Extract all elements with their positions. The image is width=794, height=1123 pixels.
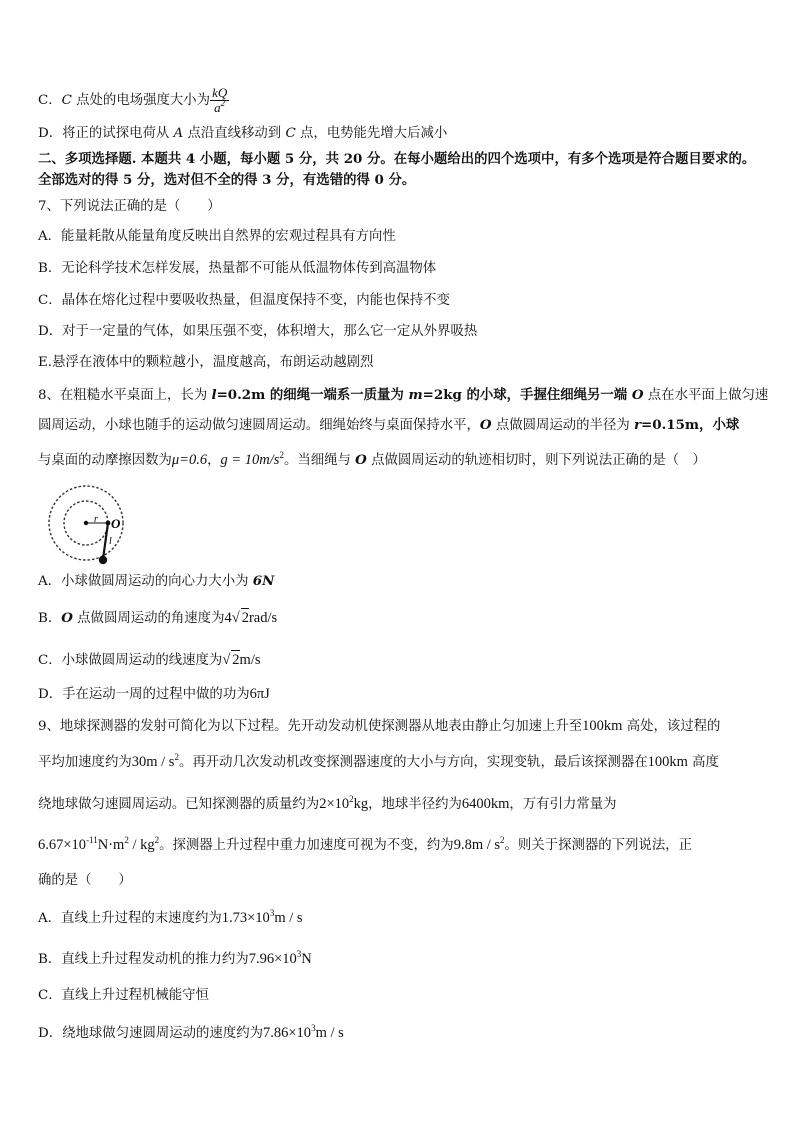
var-l: l [211,387,217,403]
q9-stem-line1 [38,717,720,736]
stem-text: 点做圆周运动的半径为 [491,418,634,433]
stem-text: 点在水平面上做匀速 [643,388,769,403]
work-value: 6πJ [249,686,270,702]
q8-stem-line2 [38,416,739,435]
option-text: 点沿直线移动到 [183,126,286,141]
stem-text: =0.15m，小球 [641,417,740,433]
section-heading-line1: 二、多项选择题. 本题共 4 小题，每小题 5 分，共 20 分。在每小题给出的四个选项中，有多个选项是符合题目要求的。 [38,151,756,167]
circular-motion-diagram [42,480,134,572]
unit: N·m [97,837,125,853]
fraction-numerator: kQ [212,85,228,100]
q8-stem-line3 [38,451,706,470]
stem-text: 。则关于探测器的下列说法，正 [504,838,692,853]
ball [99,556,107,564]
acceleration-value [132,754,179,770]
string-line [103,523,108,559]
q7-option-e: E.悬浮在液体中的颗粒越小，温度越高，布朗运动越剧烈 [38,355,374,370]
stem-text: =0.2m 的细绳一端系一质量为 [216,387,409,403]
gravity-value [221,452,284,468]
option-text: D．手在运动一周的过程中做的功为 [38,687,250,702]
gravity-value [454,837,505,853]
exponent: 3 [311,1023,316,1033]
q7-option-c: C．晶体在熔化过程中要吸收热量，但温度保持不变，内能也保持不变 [38,293,450,308]
unit: rad/s [248,610,278,626]
exponent: 2 [349,794,354,804]
gravitational-constant [38,837,159,853]
unit: kg [353,796,369,812]
unit: m/s [239,652,261,668]
exponent: 2 [220,98,226,108]
option-d-prev [38,125,447,143]
q9-option-d [38,1024,344,1043]
option-label: C． [38,93,62,108]
q9-option-b [38,950,312,969]
mass-value [319,796,368,812]
angular-velocity-value: 4√ 2rad/s [224,610,278,626]
exponent: 2 [174,752,179,762]
fraction-den-base: a [214,100,221,115]
var-r: r [633,417,642,433]
stem-text: 绕地球做匀速圆周运动。已知探测器的质量约为 [38,797,320,812]
label-o: O [111,516,121,531]
var-o: O [479,417,492,433]
radicand: 2 [232,652,240,668]
exponent: 3 [269,908,275,918]
section-heading-line2: 全部选对的得 5 分，选对但不全的得 3 分，有选错的得 0 分。 [38,172,416,188]
label-r: r [94,514,98,525]
radicand: 2 [241,610,249,626]
value-text: 1.73×10 [221,910,270,926]
value-text: 7.96×10 [248,951,297,967]
option-text: B．直线上升过程发动机的推力约为 [38,952,249,967]
q9-stem-line4 [38,836,692,855]
q8-option-d [38,685,270,704]
stem-text: 8、在粗糙水平桌面上，长为 [38,388,212,403]
mass-text: 2×10 [319,796,350,812]
unit: / kg [128,837,155,853]
q8-option-c [38,650,261,670]
point-label: A [173,126,184,141]
label-l: l [109,536,112,547]
q7-stem: 7、下列说法正确的是（ ） [38,199,221,214]
q9-stem-line2 [38,753,719,772]
q9-stem-line5: 确的是（ ） [38,873,132,888]
thrust-value [249,951,312,967]
friction-coefficient: μ=0.6 [171,452,208,468]
q8-option-a [38,572,274,591]
var-o: O [61,610,73,626]
option-c-prev [38,86,229,115]
point-label: C [61,93,72,108]
exponent: 2 [279,450,284,460]
stem-text: 。探测器上升过程中重力加速度可视为不变，约为 [159,838,454,853]
coefficient: 4 [224,610,232,626]
exponent: 2 [500,835,505,845]
unit: N [301,951,312,967]
q7-option-a: A．能量耗散从能量角度反映出自然界的宏观过程具有方向性 [38,229,396,244]
stem-text: 9、地球探测器的发射可简化为以下过程。先开动发动机使探测器从地表由静止匀加速上升至 [38,719,583,734]
fraction-denominator [210,98,229,115]
stem-text: ，地球半径约为 [368,797,462,812]
option-text: C．小球做圆周运动的线速度为 [38,653,223,668]
option-label: B． [38,611,62,626]
point-label: C [285,126,296,141]
stem-text: 与桌面的动摩擦因数为 [38,453,172,468]
height-value: 100km [582,718,623,734]
stem-text: ，万有引力常量为 [509,797,617,812]
separator: ， [207,453,221,468]
q9-stem-line3 [38,795,617,814]
option-text: 点，电势能先增大后减小 [295,126,448,141]
stem-text: 高处，该过程的 [622,719,721,734]
stem-text: 高度 [687,755,719,770]
stem-text: 圆周运动，小球也随手的运动做匀速圆周运动。细绳始终与桌面保持水平， [38,418,480,433]
option-text: A．直线上升过程的末速度约为 [38,911,222,926]
var-m: m [408,387,423,403]
stem-text: 。当细绳与 [283,453,356,468]
var-o: O [355,452,367,468]
velocity-value [222,910,303,926]
q8-stem-line1 [38,386,768,405]
option-text: D．绕地球做匀速圆周运动的速度约为 [38,1026,263,1041]
radius-value: 6400km [461,796,510,812]
unit: m / s [274,910,303,926]
option-value: 6N [252,573,275,589]
exponent: -11 [86,835,98,845]
exponent: 2 [154,835,160,845]
orbit-velocity-value [263,1025,344,1041]
q9-option-a [38,909,303,928]
option-text: 点做圆周运动的角速度为 [72,611,225,626]
fraction [210,86,229,115]
stem-text: =2kg 的小球，手握住细绳另一端 [422,387,632,403]
option-text: A．小球做圆周运动的向心力大小为 [38,574,253,589]
unit: m / s [315,1025,344,1041]
gravity-text: g = 10m/s [220,452,280,468]
q7-option-d: D．对于一定量的气体，如果压强不变，体积增大，那么它一定从外界吸热 [38,324,478,339]
stem-text: 平均加速度约为 [38,755,132,770]
exponent: 2 [124,835,129,845]
linear-velocity-value: √ 2m/s [222,652,261,668]
var-o: O [631,387,644,403]
option-text: D．将正的试探电荷从 [38,126,174,141]
exponent: 3 [296,949,302,959]
stem-text: 。再开动几次发动机改变探测器速度的大小与方向，实现变轨，最后该探测器在 [178,755,648,770]
gravity-text: 9.8m / s [453,837,501,853]
q7-option-b: B．无论科学技术怎样发展，热量都不可能从低温物体传到高温物体 [38,261,437,276]
option-text: 点处的电场强度大小为 [71,93,211,108]
q9-option-c: C．直线上升过程机械能守恒 [38,988,209,1003]
stem-text: 点做圆周运动的轨迹相切时，则下列说法正确的是（ ） [366,453,706,468]
acceleration-text: 30m / s [131,754,175,770]
height-value: 100km [647,754,688,770]
q8-option-b [38,608,277,628]
constant-text: 6.67×10 [38,837,87,853]
value-text: 7.86×10 [263,1025,312,1041]
